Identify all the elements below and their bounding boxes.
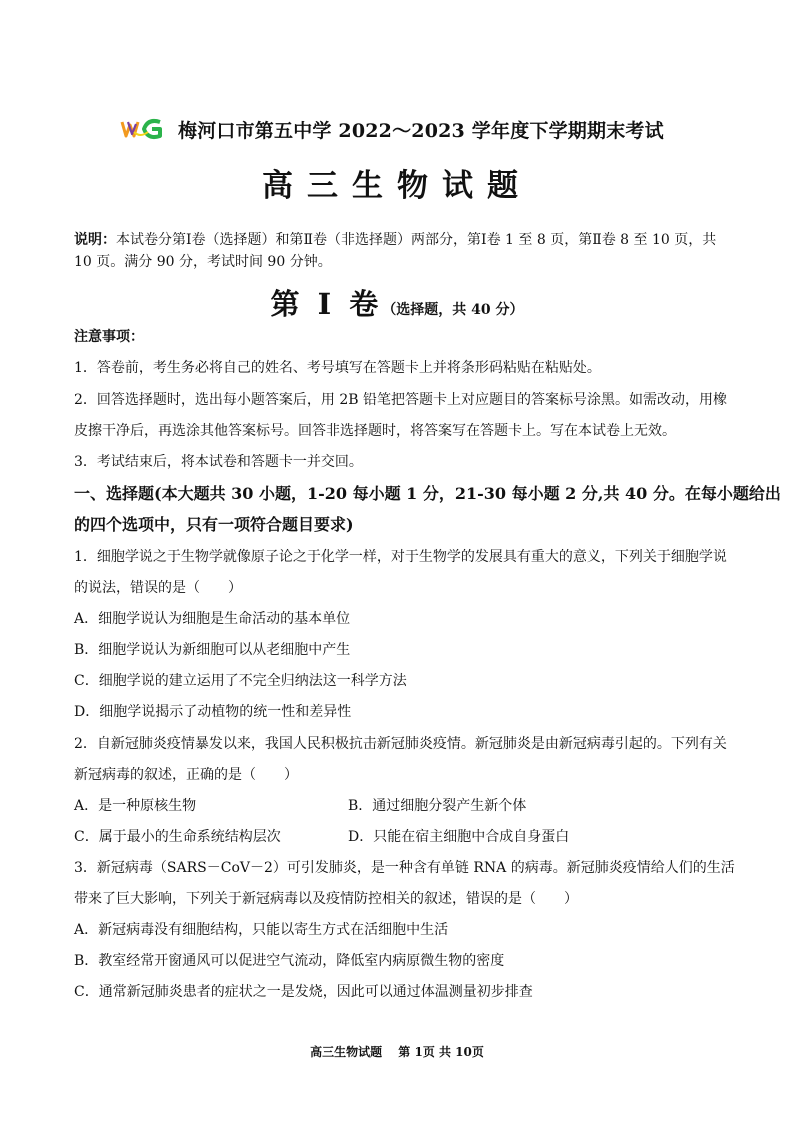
q2-stem-line-1: 2．自新冠肺炎疫情暴发以来，我国人民积极抗击新冠肺炎疫情。新冠肺炎是由新冠病毒引起的。下列有关 — [74, 736, 727, 752]
q2-option-a: A．是一种原核生物 — [74, 798, 197, 814]
school-title: 梅河口市第五中学 2022～2023 学年度下学期期末考试 — [178, 119, 664, 142]
notice-item-2-line-1: 2．回答选择题时，选出每小题答案后，用 2B 铅笔把答题卡上对应题目的答案标号涂黑。如需改动，用橡 — [74, 392, 728, 408]
q1-stem-line-2: 的说法，错误的是（ ） — [74, 580, 242, 596]
q1-option-b: B．细胞学说认为新细胞可以从老细胞中产生 — [74, 642, 351, 658]
q2-option-c: C．属于最小的生命系统结构层次 — [74, 829, 281, 845]
q1-option-d: D．细胞学说揭示了动植物的统一性和差异性 — [74, 704, 352, 720]
header — [120, 112, 664, 146]
notice-item-3: 3．考试结束后，将本试卷和答题卡一并交回。 — [74, 454, 363, 470]
q1-stem-line-1: 1．细胞学说之于生物学就像原子论之于化学一样，对于生物学的发展具有重大的意义，下列关于细胞学说 — [74, 549, 727, 565]
page-footer: 高三生物试题 第 1页 共 10页 — [310, 1045, 484, 1059]
q2-option-b: B．通过细胞分裂产生新个体 — [348, 798, 527, 814]
q1-option-a: A．细胞学说认为细胞是生命活动的基本单位 — [74, 611, 351, 627]
school-logo-icon — [120, 116, 164, 142]
notice-item-1: 1．答卷前，考生务必将自己的姓名、考号填写在答题卡上并将条形码粘贴在粘贴处。 — [74, 360, 601, 376]
q3-option-b: B．教室经常开窗通风可以促进空气流动，降低室内病原微生物的密度 — [74, 953, 505, 969]
main-title: 高三生物试题 — [262, 168, 532, 204]
q3-stem-line-1: 3．新冠病毒（SARS－CoV－2）可引发肺炎，是一种含有单链 RNA 的病毒。新冠肺炎疫情给人们的生活 — [74, 860, 735, 876]
q3-option-a: A．新冠病毒没有细胞结构，只能以寄生方式在活细胞中生活 — [74, 922, 449, 938]
q3-option-c: C．通常新冠肺炎患者的症状之一是发烧，因此可以通过体温测量初步排查 — [74, 984, 533, 1000]
part1-heading-line-1: 一、选择题(本大题共 30 小题，1-20 每小题 1 分，21-30 每小题 2 分,共 40 分。在每小题给出 — [74, 484, 781, 503]
section-title-main: 第 I 卷 — [270, 287, 383, 321]
q2-option-d: D．只能在宿主细胞中合成自身蛋白 — [348, 829, 570, 845]
q3-stem-line-2: 带来了巨大影响，下列关于新冠病毒以及疫情防控相关的叙述，错误的是（ ） — [74, 891, 578, 907]
section-title — [0, 282, 794, 323]
q2-stem-line-2: 新冠病毒的叙述，正确的是（ ） — [74, 767, 298, 783]
note-text: 本试卷分第Ⅰ卷（选择题）和第Ⅱ卷（非选择题）两部分，第Ⅰ卷 1 至 8 页，第Ⅱ卷 8 至 10 页，共 10 页。满分 90 分，考试时间 90 分钟。 — [74, 232, 717, 270]
section-title-sub: （选择题，共 40 分） — [382, 302, 524, 318]
part1-heading-line-2: 的四个选项中，只有一项符合题目要求) — [74, 515, 354, 534]
notice-item-2-line-2: 皮擦干净后，再选涂其他答案标号。回答非选择题时，将答案写在答题卡上。写在本试卷上无效。 — [74, 423, 676, 439]
notice-heading: 注意事项： — [74, 329, 144, 345]
note-label: 说明： — [74, 232, 116, 248]
instructions-note — [74, 229, 726, 273]
q1-option-c: C．细胞学说的建立运用了不完全归纳法这一科学方法 — [74, 673, 407, 689]
